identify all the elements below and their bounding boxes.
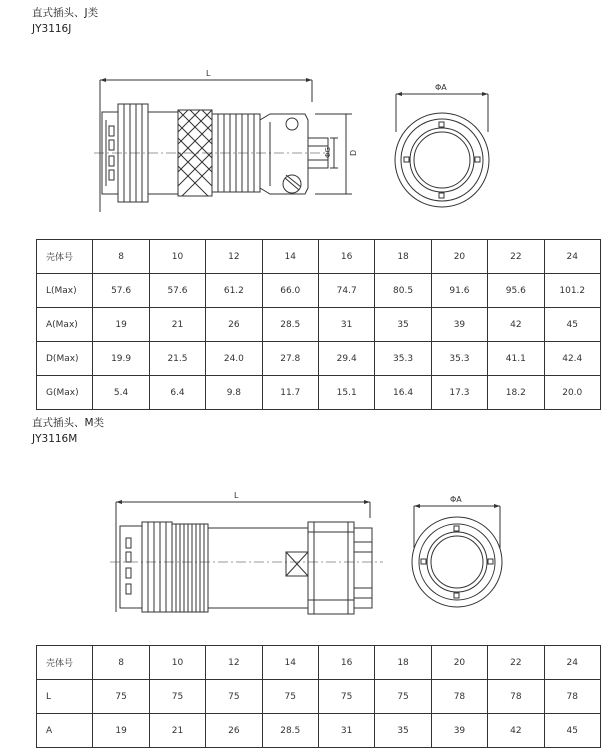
table-cell: 45 [544,308,600,342]
table-cell: 45 [544,714,600,748]
table-cell: 8 [93,240,149,274]
table-cell: 27.8 [262,342,318,376]
jy3116j-dimension-table [36,239,601,410]
table-cell: 75 [318,680,374,714]
table-cell: 26 [206,714,262,748]
table-cell: 20 [431,240,487,274]
table-cell: 66.0 [262,274,318,308]
table-cell: 75 [375,680,431,714]
table-row [37,308,601,342]
jy3116m-drawing [108,488,508,620]
table-cell: 17.3 [431,376,487,410]
table-cell: 42.4 [544,342,600,376]
table-cell: 29.4 [318,342,374,376]
table-cell: 5.4 [93,376,149,410]
row-label-cell: A [37,714,93,748]
table-cell: 39 [431,308,487,342]
table-cell: 22 [488,646,544,680]
length-label: L [206,69,211,78]
table-cell: 35 [375,714,431,748]
section-j-title: 直式插头、J类 [32,7,99,19]
table-cell: 16 [318,646,374,680]
table-cell: 75 [262,680,318,714]
table-cell: 18.2 [488,376,544,410]
section-j-model: JY3116J [32,23,72,35]
table-cell: 12 [206,240,262,274]
table-cell: 22 [488,240,544,274]
table-row [37,714,601,748]
d-label: D [349,149,358,156]
length-label: L [234,491,239,500]
table-cell: 19.9 [93,342,149,376]
table-cell: 57.6 [149,274,205,308]
table-cell: 18 [375,240,431,274]
table-cell: 14 [262,240,318,274]
section-m-model: JY3116M [32,433,78,445]
table-cell: 16 [318,240,374,274]
table-cell: 24.0 [206,342,262,376]
jy3116m-dimension-table [36,645,601,748]
table-cell: 8 [93,646,149,680]
table-cell: 14 [262,646,318,680]
table-header-row [37,646,601,680]
table-cell: 24 [544,240,600,274]
table-cell: 21.5 [149,342,205,376]
row-label-cell: G(Max) [37,376,93,410]
table-cell: 11.7 [262,376,318,410]
table-cell: 19 [93,308,149,342]
table-cell: 75 [93,680,149,714]
table-cell: 101.2 [544,274,600,308]
table-cell: 57.6 [93,274,149,308]
table-cell: 21 [149,714,205,748]
table-cell: 39 [431,714,487,748]
table-row [37,376,601,410]
table-cell: 21 [149,308,205,342]
shell-size-header-cell: 壳体号 [37,646,93,680]
table-cell: 78 [488,680,544,714]
table-cell: 75 [206,680,262,714]
table-cell: 42 [488,714,544,748]
table-row [37,274,601,308]
row-label-cell: D(Max) [37,342,93,376]
table-cell: 42 [488,308,544,342]
table-cell: 28.5 [262,308,318,342]
table-cell: 15.1 [318,376,374,410]
table-cell: 12 [206,646,262,680]
diameter-g-label: ΦG [324,147,332,158]
table-cell: 31 [318,308,374,342]
table-cell: 20 [431,646,487,680]
jy3116j-drawing [90,62,510,222]
table-row [37,680,601,714]
table-cell: 78 [431,680,487,714]
section-m-title: 直式插头、M类 [32,417,105,429]
table-cell: 41.1 [488,342,544,376]
row-label-cell: A(Max) [37,308,93,342]
table-cell: 75 [149,680,205,714]
row-label-cell: L [37,680,93,714]
table-cell: 18 [375,646,431,680]
table-cell: 6.4 [149,376,205,410]
table-cell: 74.7 [318,274,374,308]
table-cell: 9.8 [206,376,262,410]
diameter-a-label: ΦA [435,83,447,92]
table-cell: 26 [206,308,262,342]
table-cell: 80.5 [375,274,431,308]
row-label-cell: L(Max) [37,274,93,308]
table-cell: 16.4 [375,376,431,410]
table-row [37,342,601,376]
table-cell: 35.3 [431,342,487,376]
diameter-a-label: ΦA [450,495,462,504]
table-cell: 91.6 [431,274,487,308]
table-header-row [37,240,601,274]
table-cell: 95.6 [488,274,544,308]
shell-size-header-cell: 壳体号 [37,240,93,274]
table-cell: 61.2 [206,274,262,308]
table-cell: 24 [544,646,600,680]
table-cell: 20.0 [544,376,600,410]
table-cell: 35.3 [375,342,431,376]
table-cell: 28.5 [262,714,318,748]
table-cell: 35 [375,308,431,342]
table-cell: 10 [149,240,205,274]
table-cell: 31 [318,714,374,748]
table-cell: 10 [149,646,205,680]
table-cell: 78 [544,680,600,714]
table-cell: 19 [93,714,149,748]
